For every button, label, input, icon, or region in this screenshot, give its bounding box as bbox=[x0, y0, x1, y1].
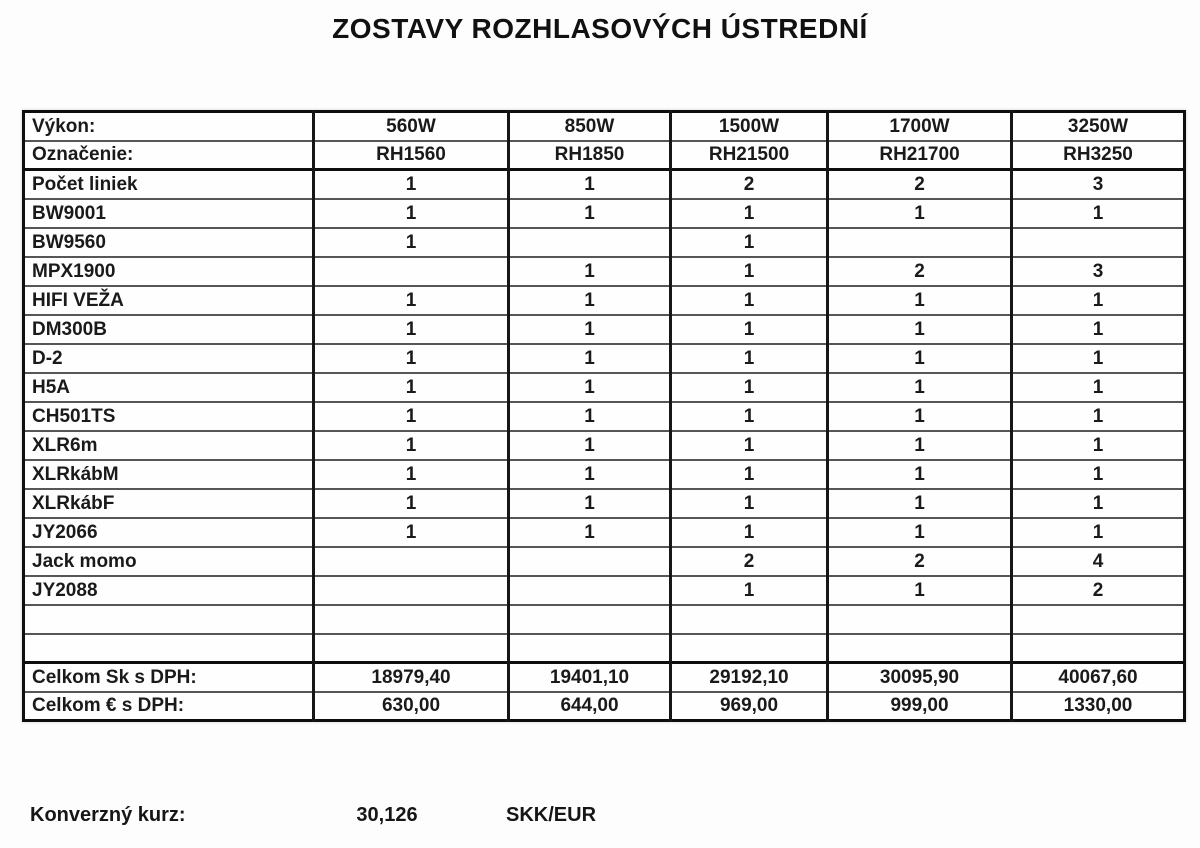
table-cell: 1330,00 bbox=[1012, 692, 1185, 721]
table-cell: 2 bbox=[671, 547, 828, 576]
table-cell: 1 bbox=[828, 315, 1012, 344]
table-row bbox=[24, 576, 1185, 605]
table-cell: 1 bbox=[509, 170, 671, 199]
table-cell: 19401,10 bbox=[509, 663, 671, 692]
table-cell: 2 bbox=[828, 170, 1012, 199]
table-row bbox=[24, 431, 1185, 460]
table-cell: 1 bbox=[509, 373, 671, 402]
row-label: Celkom € s DPH: bbox=[32, 695, 185, 717]
row-label: BW9560 bbox=[24, 228, 314, 257]
table-row bbox=[24, 692, 1185, 721]
table-cell: RH1850 bbox=[509, 141, 671, 170]
table-cell: 1 bbox=[509, 344, 671, 373]
row-label: JY2088 bbox=[24, 576, 314, 605]
table-cell: 1 bbox=[1012, 431, 1185, 460]
assemblies-table bbox=[22, 110, 1186, 722]
row-label: D-2 bbox=[24, 344, 314, 373]
table-row bbox=[24, 547, 1185, 576]
row-label: CH501TS bbox=[24, 402, 314, 431]
table-cell: 560W bbox=[314, 112, 509, 141]
table-cell: 1 bbox=[828, 576, 1012, 605]
table-row bbox=[24, 228, 1185, 257]
table-cell: 40067,60 bbox=[1012, 663, 1185, 692]
table-cell: 1 bbox=[509, 460, 671, 489]
table-cell: 1 bbox=[828, 199, 1012, 228]
table-cell: 2 bbox=[1012, 576, 1185, 605]
row-label: Celkom Sk s DPH: bbox=[24, 663, 314, 692]
table-cell: 1 bbox=[1012, 460, 1185, 489]
table-cell: 969,00 bbox=[671, 692, 828, 721]
table-cell: 3 bbox=[1012, 257, 1185, 286]
table-cell: 1 bbox=[314, 460, 509, 489]
table-cell: 1 bbox=[671, 199, 828, 228]
table-row bbox=[24, 518, 1185, 547]
table-cell bbox=[828, 634, 1012, 663]
row-label: MPX1900 bbox=[24, 257, 314, 286]
table-cell: 1 bbox=[1012, 286, 1185, 315]
row-label bbox=[24, 634, 314, 663]
table-cell: 1 bbox=[671, 431, 828, 460]
table-cell: 1 bbox=[828, 286, 1012, 315]
row-label: XLRkábM bbox=[24, 460, 314, 489]
table-cell: 1 bbox=[509, 518, 671, 547]
table-cell: 1 bbox=[671, 489, 828, 518]
table-cell: 1 bbox=[828, 431, 1012, 460]
table-cell: 2 bbox=[828, 547, 1012, 576]
table-cell bbox=[314, 634, 509, 663]
table-row bbox=[24, 112, 1185, 141]
table-cell: 1 bbox=[828, 460, 1012, 489]
table-row bbox=[24, 141, 1185, 170]
table-cell bbox=[671, 605, 828, 634]
row-label: BW9001 bbox=[24, 199, 314, 228]
row-label: H5A bbox=[24, 373, 314, 402]
row-label: Počet liniek bbox=[24, 170, 314, 199]
table-cell bbox=[314, 547, 509, 576]
table-cell: 644,00 bbox=[509, 692, 671, 721]
table-cell: 3 bbox=[1012, 170, 1185, 199]
table-cell: 1 bbox=[671, 576, 828, 605]
table-cell: 1 bbox=[828, 344, 1012, 373]
table-cell bbox=[509, 605, 671, 634]
table-cell: 1 bbox=[509, 402, 671, 431]
row-label: Jack momo bbox=[24, 547, 314, 576]
table-cell: 1 bbox=[671, 228, 828, 257]
table-cell bbox=[509, 228, 671, 257]
table-cell: 29192,10 bbox=[671, 663, 828, 692]
table-cell bbox=[509, 634, 671, 663]
table-cell: RH21700 bbox=[828, 141, 1012, 170]
row-label: XLR6m bbox=[24, 431, 314, 460]
table-cell: 1 bbox=[828, 518, 1012, 547]
table-cell: 1 bbox=[1012, 489, 1185, 518]
table-cell: 1 bbox=[509, 257, 671, 286]
row-label: JY2066 bbox=[24, 518, 314, 547]
table-cell bbox=[1012, 634, 1185, 663]
table-cell: 1 bbox=[1012, 344, 1185, 373]
table-cell: 18979,40 bbox=[314, 663, 509, 692]
table-cell: 1 bbox=[314, 170, 509, 199]
table-cell: 1 bbox=[671, 315, 828, 344]
table-cell: 1 bbox=[671, 257, 828, 286]
table-cell bbox=[1012, 228, 1185, 257]
table-cell bbox=[314, 605, 509, 634]
row-label: HIFI VEŽA bbox=[24, 286, 314, 315]
table-cell: 1 bbox=[314, 199, 509, 228]
assemblies-table-body bbox=[24, 112, 1185, 721]
table-cell: 1 bbox=[314, 344, 509, 373]
table-cell: 1 bbox=[671, 518, 828, 547]
table-cell: 1 bbox=[314, 315, 509, 344]
conversion-rate-value: 30,126 bbox=[356, 804, 418, 826]
table-row bbox=[24, 373, 1185, 402]
table-cell: RH21500 bbox=[671, 141, 828, 170]
row-label bbox=[24, 605, 314, 634]
conversion-rate-unit: SKK/EUR bbox=[506, 804, 597, 826]
table-cell: 1 bbox=[509, 315, 671, 344]
table-row bbox=[24, 315, 1185, 344]
row-label: XLRkábF bbox=[24, 489, 314, 518]
table-row bbox=[24, 286, 1185, 315]
table-cell: RH3250 bbox=[1012, 141, 1185, 170]
table-cell: 850W bbox=[509, 112, 671, 141]
page-title: ZOSTAVY ROZHLASOVÝCH ÚSTREDNÍ bbox=[332, 13, 868, 44]
row-label: Výkon: bbox=[24, 112, 314, 141]
row-label: Označenie: bbox=[24, 141, 314, 170]
table-cell: 1 bbox=[671, 402, 828, 431]
table-cell bbox=[828, 605, 1012, 634]
table-cell: 3250W bbox=[1012, 112, 1185, 141]
table-row bbox=[24, 402, 1185, 431]
table-cell: 30095,90 bbox=[828, 663, 1012, 692]
table-cell: 1 bbox=[314, 489, 509, 518]
table-row bbox=[24, 605, 1185, 634]
table-cell: 1500W bbox=[671, 112, 828, 141]
table-cell: 1 bbox=[509, 199, 671, 228]
table-cell: 1 bbox=[671, 344, 828, 373]
table-cell bbox=[828, 228, 1012, 257]
table-cell: 1 bbox=[509, 286, 671, 315]
table-cell bbox=[671, 634, 828, 663]
table-row bbox=[24, 257, 1185, 286]
table-row bbox=[24, 199, 1185, 228]
table-row bbox=[24, 344, 1185, 373]
table-cell bbox=[509, 547, 671, 576]
table-cell: 1 bbox=[1012, 402, 1185, 431]
table-cell: RH1560 bbox=[314, 141, 509, 170]
table-cell: 1 bbox=[314, 402, 509, 431]
table-cell: 1 bbox=[314, 431, 509, 460]
conversion-rate-row bbox=[0, 804, 1200, 836]
table-cell bbox=[314, 257, 509, 286]
conversion-rate-label: Konverzný kurz: bbox=[30, 804, 186, 826]
table-cell: 1 bbox=[509, 489, 671, 518]
table-cell: 1 bbox=[828, 402, 1012, 431]
table-cell: 1 bbox=[1012, 199, 1185, 228]
table-cell bbox=[314, 576, 509, 605]
table-row bbox=[24, 663, 1185, 692]
table-cell: 2 bbox=[828, 257, 1012, 286]
table-row bbox=[24, 489, 1185, 518]
table-cell: 1700W bbox=[828, 112, 1012, 141]
table-cell: 1 bbox=[314, 286, 509, 315]
row-label: DM300B bbox=[24, 315, 314, 344]
table-cell: 1 bbox=[1012, 315, 1185, 344]
table-cell bbox=[509, 576, 671, 605]
table-row bbox=[24, 460, 1185, 489]
table-cell: 1 bbox=[314, 373, 509, 402]
table-cell: 4 bbox=[1012, 547, 1185, 576]
table-cell: 1 bbox=[671, 373, 828, 402]
table-row bbox=[24, 634, 1185, 663]
table-cell: 1 bbox=[828, 489, 1012, 518]
table-cell: 1 bbox=[671, 286, 828, 315]
table-cell: 1 bbox=[1012, 518, 1185, 547]
table-cell: 630,00 bbox=[314, 692, 509, 721]
table-cell bbox=[1012, 605, 1185, 634]
table-cell: 1 bbox=[314, 228, 509, 257]
table-cell: 1 bbox=[314, 518, 509, 547]
table-cell: 1 bbox=[509, 431, 671, 460]
table-cell: 1 bbox=[828, 373, 1012, 402]
table-row bbox=[24, 170, 1185, 199]
table-cell: 999,00 bbox=[828, 692, 1012, 721]
table-cell: 2 bbox=[671, 170, 828, 199]
table-cell: 1 bbox=[1012, 373, 1185, 402]
table-cell: 1 bbox=[671, 460, 828, 489]
